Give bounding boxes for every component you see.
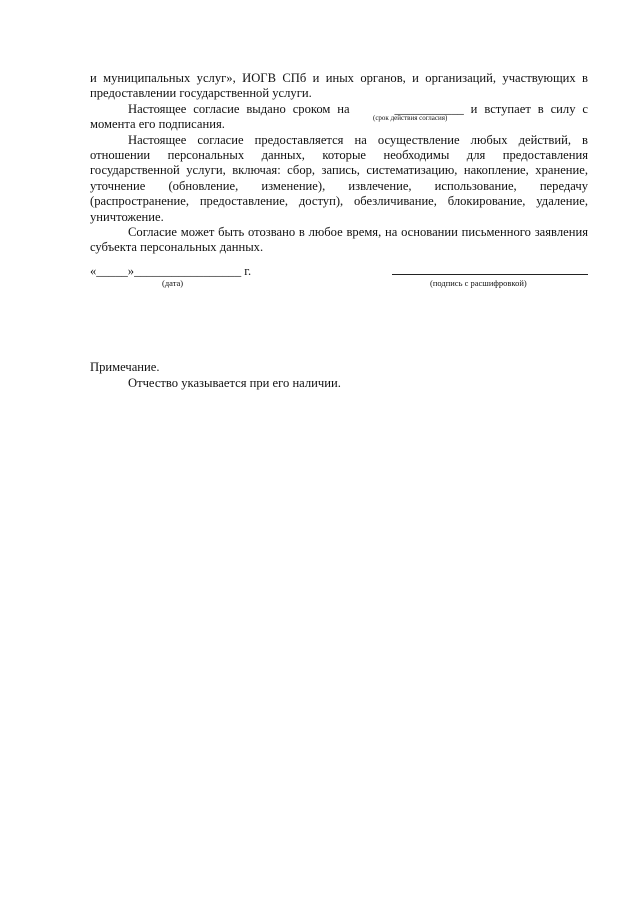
note-text: Отчество указывается при его наличии. bbox=[128, 376, 341, 390]
term-caption: (срок действия согласия) bbox=[372, 113, 448, 122]
date-caption: (дата) bbox=[162, 278, 184, 288]
note-title: Примечание. bbox=[90, 360, 160, 374]
term-field bbox=[357, 101, 464, 122]
signature-line bbox=[392, 274, 588, 275]
term-paragraph bbox=[90, 102, 588, 133]
actions-paragraph: Настоящее согласие предоставляется на осуществление любых действий, в отношении персональных данных, которые необходимы для предоставления государственной услуги, включая: сбор, запись, систематизацию, накопление, хранение, уточнение (обновление, изменение), извлечение, использование, передачу (распространение, предоставление, доступ), обезличивание, блокирование, удаление, уничтожение. bbox=[90, 132, 588, 224]
note-block bbox=[90, 359, 588, 391]
intro-paragraph: и муниципальных услуг», ИОГВ СПб и иных органов, и организаций, участвующих в предоставлении государственной услуги. bbox=[90, 71, 588, 101]
revocation-paragraph: Согласие может быть отозвано в любое время, на основании письменного заявления субъекта персональных данных. bbox=[90, 225, 588, 255]
signature-caption: (подпись с расшифровкой) bbox=[430, 278, 527, 288]
consent-text-block bbox=[90, 71, 588, 256]
date-line: «_____»_________________ г. bbox=[90, 264, 252, 278]
signature-row bbox=[90, 264, 590, 294]
term-after-text: и вступает в силу с момента его подписания. bbox=[90, 101, 588, 132]
term-before-text: Настоящее согласие выдано сроком на bbox=[128, 101, 357, 116]
term-blank: ___________ bbox=[394, 101, 464, 116]
